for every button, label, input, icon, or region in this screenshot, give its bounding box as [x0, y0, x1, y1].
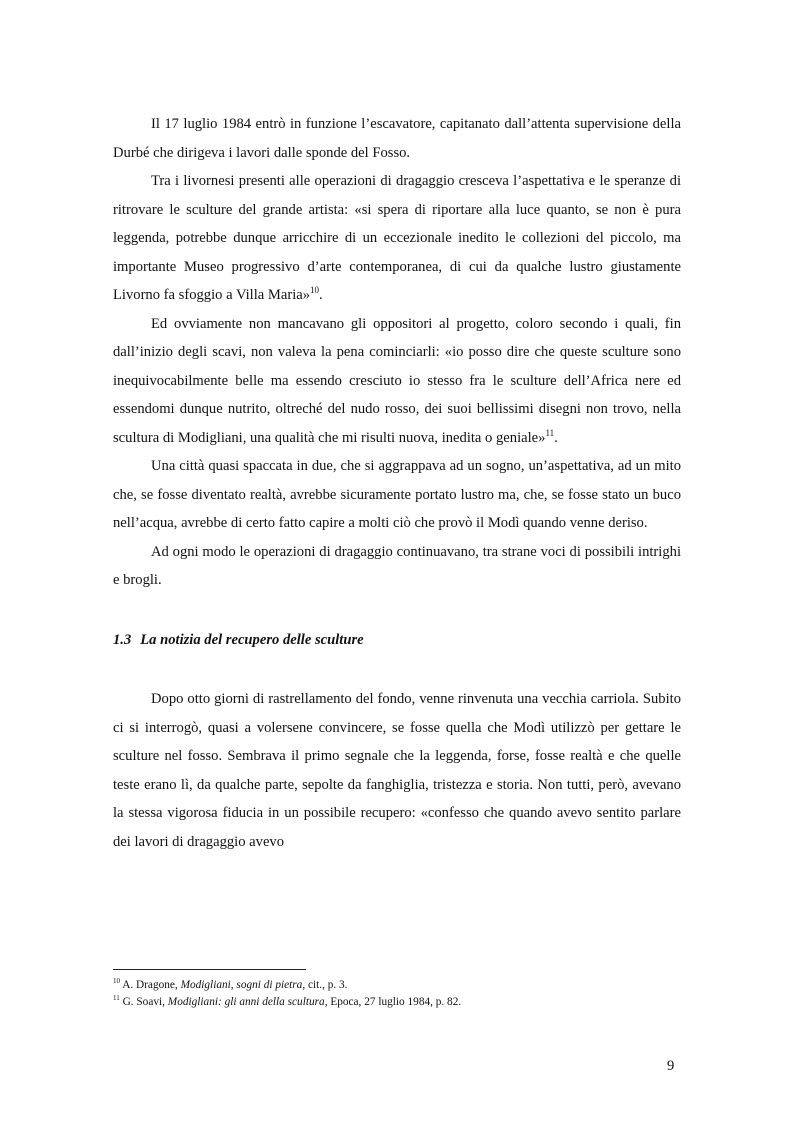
footnote-ref-11[interactable]: 11 — [545, 427, 555, 438]
paragraph-5-text: Ad ogni modo le operazioni di dragaggio continuavano, tra strane voci di possibili intrighi e brogli. — [113, 543, 681, 588]
paragraph-4 — [113, 452, 681, 538]
footnote-number: 11 — [113, 994, 120, 1003]
page-number: 9 — [667, 1058, 675, 1074]
paragraph-3-text: Ed ovviamente non mancavano gli oppositori al progetto, coloro secondo i quali, fin dall’inizio degli scavi, non valeva la pena cominciarli: «io posso dire che queste sculture sono inequivocabilmente belle ma essendo cresciuto io stesso fra le sculture dell’Africa nere ed essendomi dunque nutrito, oltreché del nudo rosso, dei suoi bellissimi disegni non trovo, nella scultura di Modigliani, una qualità che mi risulti nuova, inedita o geniale» — [113, 315, 681, 446]
section-heading — [113, 626, 681, 655]
paragraph-4-text: Una città quasi spaccata in due, che si aggrappava ad un sogno, un’aspettativa, ad un mito che, se fosse diventato realtà, avrebbe sicuramente portato lustro ma, che, se fosse stato un buco nell’acqua, avrebbe di certo fatto capire a molti ciò che provò il Modì quando venne deriso. — [113, 458, 681, 531]
section-title: La notizia del recupero delle sculture — [140, 631, 364, 648]
paragraph-3: Ed ovviamente non mancavano gli oppositori al progetto, coloro secondo i quali, fin dall’inizio degli scavi, non valeva la pena cominciarli: «io posso dire che queste sculture sono inequivocabilmente belle ma essendo cresciuto io stesso fra le sculture dell’Africa nere ed essendomi dunque nutrito, oltreché del nudo rosso, dei suoi bellissimi disegni non trovo, nella scultura di Modigliani, una qualità che mi risulti nuova, inedita o geniale»$^{11}$. — [113, 315, 681, 446]
footnote-title: Modigliani, sogni di pietra — [180, 979, 303, 991]
footnote-11 — [113, 994, 681, 1011]
paragraph-1-text: Il 17 luglio 1984 entrò in funzione l’escavatore, capitanato dall’attenta supervisione della Durbé che dirigeva i lavori dalle sponde del Fosso. — [113, 116, 681, 161]
footnote-10 — [113, 977, 681, 994]
footnote-ref-10[interactable]: 10 — [310, 285, 320, 296]
paragraph-1 — [113, 110, 681, 167]
paragraph-2: Tra i livornesi presenti alle operazioni di dragaggio cresceva l’aspettativa e le speranze di ritrovare le sculture del grande artista: «si spera di riportare alla luce quanto, se non è pura leggenda, potrebbe dunque arricchire di un eccezionale inedito le collezioni del piccolo, ma importante Museo progressivo d’arte contemporanea, di cui da qualche lustro giustamente Livorno fa sfoggio a Villa Maria»$^{10}$. — [113, 173, 681, 303]
footnote-citation: , cit., p. 3. — [302, 979, 348, 991]
paragraph-6 — [113, 685, 681, 856]
footnote-citation: , Epoca, 27 luglio 1984, p. 82. — [324, 996, 462, 1008]
paragraph-5 — [113, 538, 681, 595]
body-text — [113, 110, 681, 856]
footnote-number: 10 — [113, 977, 120, 986]
paragraph-6-text: Dopo otto giorni di rastrellamento del fondo, venne rinvenuta una vecchia carriola. Subito ci si interrogò, quasi a volersene convincere, se fosse quella che Modì utilizzò per gettare le sculture nel fosso. Sembrava il primo segnale che la leggenda, forse, fosse realtà e che quelle teste erano lì, da qualche parte, sepolte da fanghiglia, tristezza e storia. Non tutti, però, avevano la stessa vigorosa fiducia in un possibile recupero: «confesso che quando avevo sentito parlare dei lavori di dragaggio avevo — [113, 691, 681, 850]
footnote-separator — [113, 969, 306, 970]
footnotes — [113, 977, 681, 1011]
footnote-title: Modigliani: gli anni della scultura — [167, 996, 325, 1008]
footnote-author: A. Dragone, — [122, 979, 178, 991]
section-number: 1.3 — [113, 631, 132, 648]
paragraph-2-text: Tra i livornesi presenti alle operazioni di dragaggio cresceva l’aspettativa e le speranze di ritrovare le sculture del grande artista: «si spera di riportare alla luce quanto, se non è pura leggenda, potrebbe dunque arricchire di un eccezionale inedito le collezioni del piccolo, ma importante Museo progressivo d’arte contemporanea, di cui da qualche lustro giustamente Livorno fa sfoggio a Villa Maria» — [113, 173, 681, 303]
footnote-author: G. Soavi, — [122, 996, 165, 1008]
